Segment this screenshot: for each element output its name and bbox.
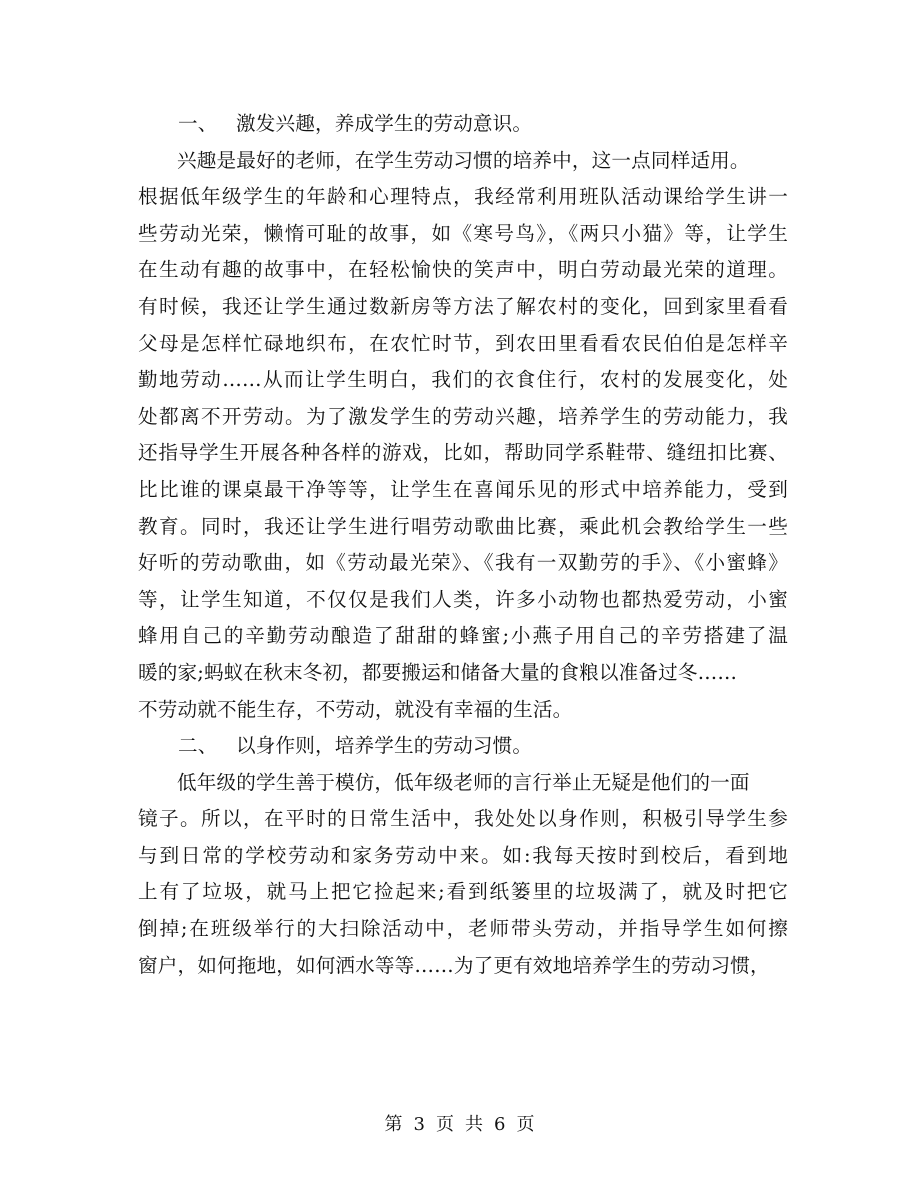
paragraph-line: 比比谁的课桌最干净等等，让学生在喜闻乐见的形式中培养能力，受到 — [138, 477, 788, 501]
paragraph-line: 勤地劳动……从而让学生明白，我们的衣食住行，农村的发展变化，处 — [138, 368, 788, 392]
paragraph-line: 低年级的学生善于模仿，低年级老师的言行举止无疑是他们的一面 — [177, 770, 750, 794]
document-body — [138, 106, 788, 984]
section-number: 二、 — [178, 734, 218, 758]
paragraph-line: 上有了垃圾，就马上把它捡起来;看到纸篓里的垃圾满了，就及时把它 — [138, 880, 788, 904]
paragraph-line: 暖的家;蚂蚁在秋末冬初，都要搬运和储备大量的食粮以准备过冬…… — [138, 660, 738, 684]
page-footer — [0, 1110, 920, 1136]
section-heading-2 — [138, 728, 788, 765]
paragraph-line: 等，让学生知道，不仅仅是我们人类，许多小动物也都热爱劳动，小蜜 — [138, 587, 788, 611]
paragraph-line: 蜂用自己的辛勤劳动酿造了甜甜的蜂蜜;小燕子用自己的辛劳搭建了温 — [138, 624, 788, 648]
paragraph-line: 根据低年级学生的年龄和心理特点，我经常利用班队活动课给学生讲一 — [138, 185, 788, 209]
paragraph-line: 有时候，我还让学生通过数新房等方法了解农村的变化，回到家里看看 — [138, 294, 788, 318]
footer-current-page: 3 — [413, 1114, 426, 1135]
paragraph-line: 镜子。所以，在平时的日常生活中，我处处以身作则，积极引导学生参 — [138, 807, 788, 831]
paragraph-line: 窗户，如何拖地，如何洒水等等……为了更有效地培养学生的劳动习惯， — [138, 953, 770, 977]
paragraph-line: 好听的劳动歌曲，如《劳动最光荣》、《我有一双勤劳的手》、《小蜜蜂》 — [138, 551, 788, 575]
paragraph-line: 兴趣是最好的老师，在学生劳动习惯的培养中，这一点同样适用。 — [177, 148, 750, 172]
paragraph-line: 与到日常的学校劳动和家务劳动中来。如:我每天按时到校后，看到地 — [138, 843, 788, 867]
footer-total-pages: 6 — [494, 1114, 507, 1135]
footer-prefix: 第 — [384, 1114, 404, 1135]
footer-total-word: 共 — [465, 1114, 484, 1135]
paragraph-line: 倒掉;在班级举行的大扫除活动中，老师带头劳动，并指导学生如何擦 — [138, 917, 788, 941]
paragraph-line: 父母是怎样忙碌地织布，在农忙时节，到农田里看看农民伯伯是怎样辛 — [138, 331, 788, 355]
paragraph-line: 还指导学生开展各种各样的游戏，比如，帮助同学系鞋带、缝纽扣比赛、 — [138, 441, 788, 465]
paragraph-line: 在生动有趣的故事中，在轻松愉快的笑声中，明白劳动最光荣的道理。 — [138, 258, 788, 282]
paragraph-line: 处都离不开劳动。为了激发学生的劳动兴趣，培养学生的劳动能力，我 — [138, 404, 788, 428]
footer-suffix: 页 — [516, 1114, 536, 1135]
section-heading-1 — [138, 106, 788, 143]
section-number: 一、 — [178, 112, 218, 135]
footer-page-word: 页 — [436, 1114, 455, 1135]
paragraph-line: 不劳动就不能生存，不劳动，就没有幸福的生活。 — [138, 697, 573, 721]
paragraph-line: 教育。同时，我还让学生进行唱劳动歌曲比赛，乘此机会教给学生一些 — [138, 514, 788, 538]
section-title: 激发兴趣，养成学生的劳动意识。 — [236, 112, 533, 135]
section-title: 以身作则，培养学生的劳动习惯。 — [236, 734, 533, 758]
paragraph-line: 些劳动光荣，懒惰可耻的故事，如《寒号鸟》，《两只小猫》等，让学生 — [138, 221, 788, 245]
